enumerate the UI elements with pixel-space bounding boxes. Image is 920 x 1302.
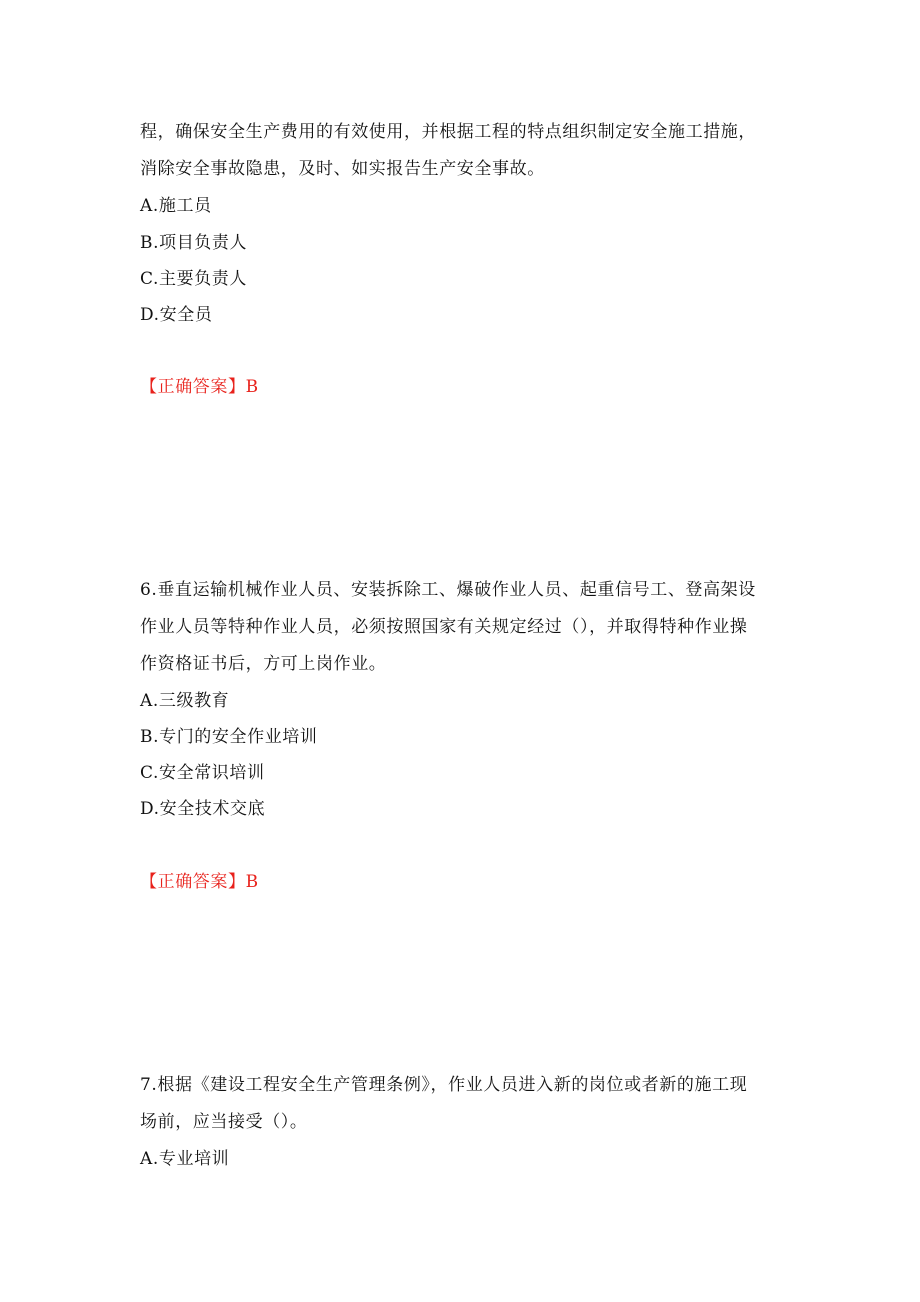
q6-option-d: D.安全技术交底 [140, 799, 266, 819]
q7-text-line-2: 场前，应当接受（）。 [140, 1112, 308, 1132]
q6-text-line-1: 6.垂直运输机械作业人员、安装拆除工、爆破作业人员、起重信号工、登高架设 [140, 580, 756, 600]
q7-text-line-1: 7.根据《建设工程安全生产管理条例》，作业人员进入新的岗位或者新的施工现 [140, 1075, 748, 1095]
q5-option-d: D.安全员 [140, 305, 213, 325]
q5-option-c: C.主要负责人 [140, 269, 248, 289]
q6-option-b: B.专门的安全作业培训 [140, 727, 318, 747]
q7-option-a: A.专业培训 [140, 1149, 230, 1169]
q5-correct-answer: 【正确答案】B [140, 377, 259, 397]
q5-option-a: A.施工员 [140, 196, 212, 216]
q6-text-line-2: 作业人员等特种作业人员，必须按照国家有关规定经过（），并取得特种作业操 [140, 617, 748, 637]
q6-option-a: A.三级教育 [140, 691, 230, 711]
q6-option-c: C.安全常识培训 [140, 763, 265, 783]
q5-option-b: B.项目负责人 [140, 233, 248, 253]
q5-text-line-1: 程，确保安全生产费用的有效使用，并根据工程的特点组织制定安全施工措施， [140, 122, 756, 142]
q6-correct-answer: 【正确答案】B [140, 872, 259, 892]
q5-text-line-2: 消除安全事故隐患，及时、如实报告生产安全事故。 [140, 159, 545, 179]
q6-text-line-3: 作资格证书后，方可上岗作业。 [140, 654, 387, 674]
